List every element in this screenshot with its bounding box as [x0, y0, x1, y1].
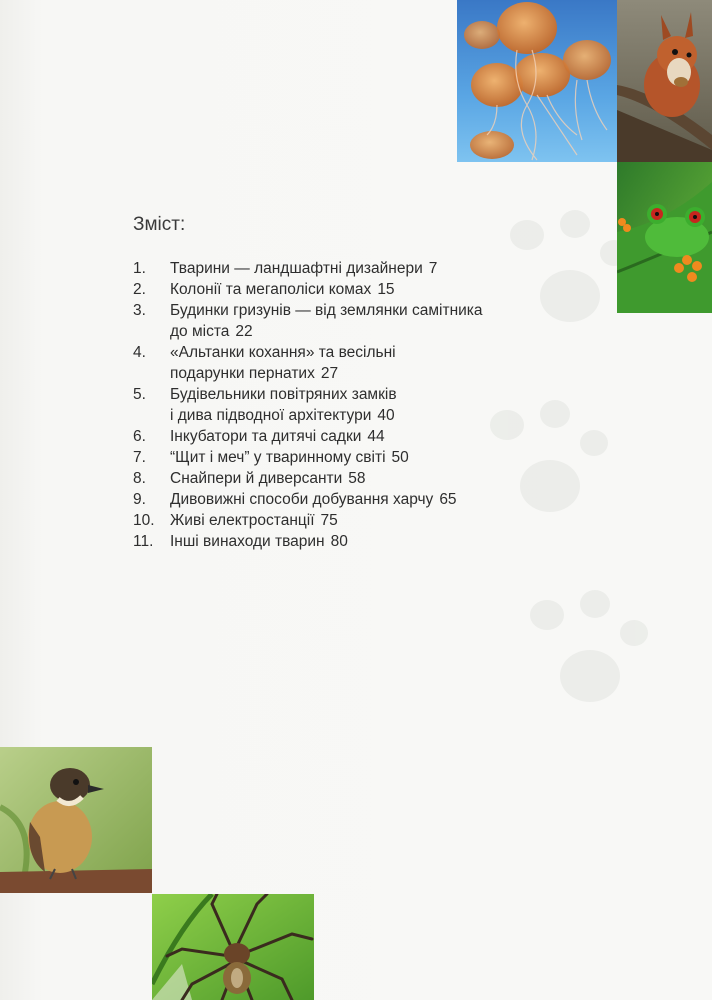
toc-entry-title — [170, 468, 553, 489]
toc-entry-number: 10. — [133, 512, 155, 529]
toc-entry-page-number: 75 — [320, 512, 338, 529]
table-of-contents — [133, 258, 553, 552]
toc-entry — [133, 426, 553, 447]
toc-entry-title-line — [170, 426, 553, 447]
toc-entry-number: 9. — [133, 491, 146, 508]
toc-entry-number: 6. — [133, 428, 146, 445]
toc-entry-page-number: 80 — [330, 533, 348, 550]
toc-entry-number: 3. — [133, 302, 146, 319]
toc-entry-number: 7. — [133, 449, 146, 466]
toc-entry-title-text: «Альтанки кохання» та весільні — [170, 344, 396, 361]
toc-entry-page-number: 58 — [348, 470, 366, 487]
toc-entry-title-text: Інші винаходи тварин — [170, 533, 325, 550]
toc-entry-page-number: 27 — [320, 365, 339, 382]
frog-photo — [617, 162, 712, 313]
bird-photo — [0, 747, 152, 893]
toc-entry-title-line — [170, 321, 553, 342]
toc-entry-title-text: Тварини — ландшафтні дизайнери — [170, 260, 423, 277]
toc-entry — [133, 531, 553, 552]
toc-entry-title — [170, 384, 553, 426]
toc-entry-number: 8. — [133, 470, 146, 487]
toc-entry-title-line — [170, 258, 553, 279]
toc-heading: Зміст: — [133, 214, 186, 235]
toc-entry-title-line — [170, 342, 553, 363]
toc-entry-title-text: Інкубатори та дитячі садки — [170, 428, 362, 445]
toc-entry-title — [170, 342, 553, 384]
spider-photo — [152, 894, 314, 1000]
toc-entry-number: 1. — [133, 260, 146, 277]
toc-entry-title-line — [170, 279, 553, 300]
toc-entry-title — [170, 279, 553, 300]
toc-entry-number: 5. — [133, 386, 146, 403]
toc-entry-page-number: 15 — [377, 281, 395, 298]
toc-entry — [133, 468, 553, 489]
toc-entry-title-line — [170, 468, 553, 489]
toc-entry-page-number: 50 — [391, 449, 409, 466]
toc-entry-title-text: до міста — [170, 323, 230, 340]
toc-entry-title — [170, 426, 553, 447]
squirrel-photo — [617, 0, 712, 162]
toc-entry-title-text: “Щит і меч” у тваринному світі — [170, 449, 386, 466]
toc-entry-title-line — [170, 363, 553, 384]
toc-entry-page-number: 7 — [428, 260, 438, 277]
toc-entry-title-line — [170, 510, 553, 531]
toc-entry-title-line — [170, 489, 553, 510]
toc-entry-page-number: 22 — [235, 323, 253, 340]
toc-entry-title — [170, 531, 553, 552]
toc-entry-title-text: і дива підводної архітектури — [170, 407, 372, 424]
toc-entry-title-line — [170, 405, 553, 426]
toc-entry-title — [170, 447, 553, 468]
toc-entry-title-line — [170, 300, 553, 321]
jellyfish-photo — [457, 0, 617, 162]
toc-entry-number: 11. — [133, 533, 154, 550]
toc-entry-title — [170, 510, 553, 531]
toc-entry — [133, 489, 553, 510]
toc-entry — [133, 258, 553, 279]
toc-entry-page-number: 44 — [367, 428, 385, 445]
toc-entry — [133, 384, 553, 426]
toc-entry-title-text: Будинки гризунів — від землянки самітника — [170, 302, 483, 319]
toc-entry-title-text: подарунки пернатих — [170, 365, 315, 382]
toc-entry-title — [170, 489, 553, 510]
toc-entry-page-number: 40 — [377, 407, 395, 424]
toc-entry-title-text: Колонії та мегаполіси комах — [170, 281, 372, 298]
toc-entry-title — [170, 258, 553, 279]
toc-entry — [133, 510, 553, 531]
toc-entry-title — [170, 300, 553, 342]
toc-entry — [133, 447, 553, 468]
toc-entry-title-line — [170, 531, 553, 552]
toc-entry-title-text: Будівельники повітряних замків — [170, 386, 397, 403]
toc-entry — [133, 342, 553, 384]
toc-entry-number: 2. — [133, 281, 146, 298]
toc-entry-page-number: 65 — [439, 491, 457, 508]
toc-entry-title-text: Дивовижні способи добування харчу — [170, 491, 434, 508]
toc-entry-title-text: Снайпери й диверсанти — [170, 470, 343, 487]
toc-entry — [133, 300, 553, 342]
toc-entry-number: 4. — [133, 344, 146, 361]
toc-entry — [133, 279, 553, 300]
toc-entry-title-line — [170, 447, 553, 468]
toc-entry-title-text: Живі електростанції — [170, 512, 315, 529]
toc-entry-title-line — [170, 384, 553, 405]
